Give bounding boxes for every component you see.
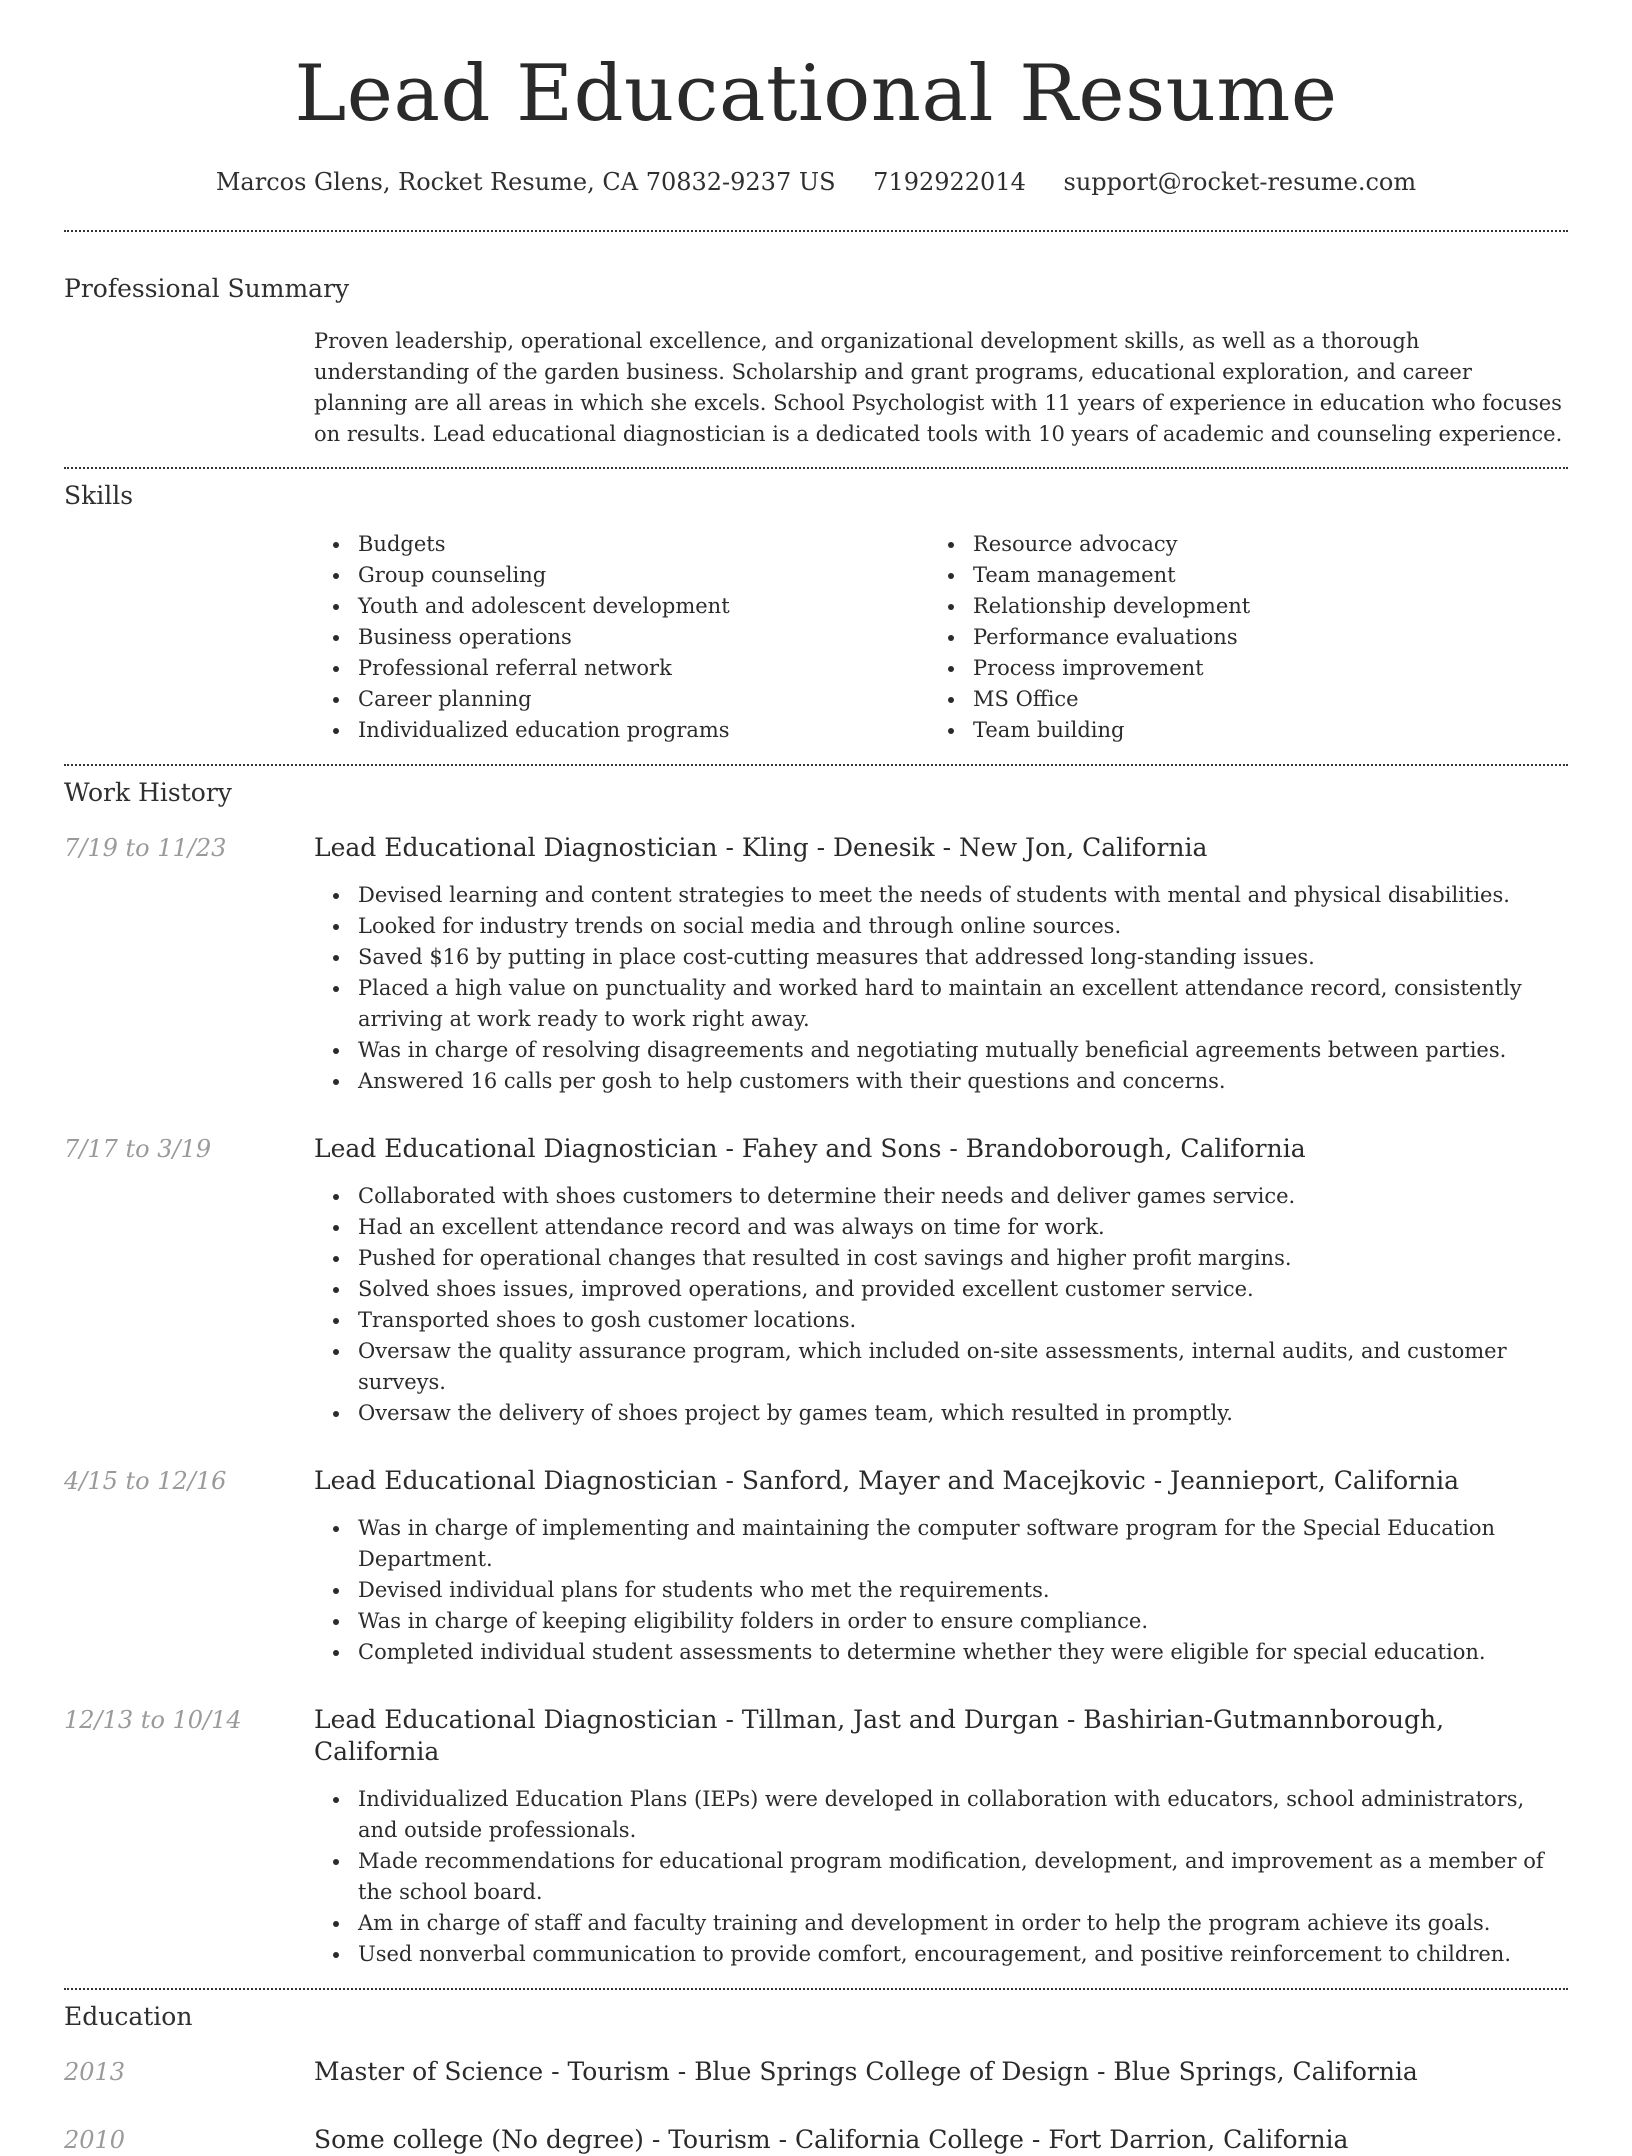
job-dates: 7/17 to 3/19	[64, 1134, 212, 1163]
job-bullet: Was in charge of keeping eligibility folders in order to ensure compliance.	[314, 1606, 1568, 1637]
skill-item: Professional referral network	[314, 653, 929, 684]
skill-item: Youth and adolescent development	[314, 591, 929, 622]
job-body	[314, 832, 1568, 1097]
education-year: 2013	[64, 2057, 126, 2086]
skill-item: Business operations	[314, 622, 929, 653]
skill-item: Group counseling	[314, 560, 929, 591]
summary-text: Proven leadership, operational excellence, and organizational development skills, as well as a thorough understanding of the garden business. Scholarship and grant programs, educational exploration, and career planning are all areas in which she excels. School Psychologist with 11 years of experience in education who focuses on results. Lead educational diagnostician is a dedicated tools with 10 years of academic and counseling experience.	[314, 328, 1563, 446]
job-bullet: Had an excellent attendance record and was always on time for work.	[314, 1212, 1568, 1243]
summary-section	[64, 274, 1568, 450]
work-section	[64, 778, 1568, 1970]
skills-heading: Skills	[64, 480, 134, 510]
job-dates: 7/19 to 11/23	[64, 833, 227, 862]
job-bullets	[314, 1513, 1568, 1668]
job-entry	[64, 832, 1568, 1097]
job-bullet: Devised individual plans for students who met the requirements.	[314, 1575, 1568, 1606]
skills-list-left	[314, 529, 929, 746]
job-bullets	[314, 1784, 1568, 1970]
skills-columns	[314, 529, 1568, 746]
education-body	[314, 2124, 1568, 2156]
job-title: Lead Educational Diagnostician - Sanford, Mayer and Macejkovic - Jeannieport, California	[314, 1465, 1460, 1495]
skill-item: MS Office	[929, 684, 1544, 715]
divider	[64, 1988, 1568, 1990]
work-heading: Work History	[64, 777, 232, 807]
skill-item: Team building	[929, 715, 1544, 746]
job-dates: 12/13 to 10/14	[64, 1705, 242, 1734]
job-bullet: Saved $16 by putting in place cost-cutting measures that addressed long-standing issues.	[314, 942, 1568, 973]
job-body	[314, 1704, 1568, 1970]
job-bullet: Completed individual student assessments to determine whether they were eligible for special education.	[314, 1637, 1568, 1668]
job-bullet: Transported shoes to gosh customer locations.	[314, 1305, 1568, 1336]
job-title: Lead Educational Diagnostician - Tillman, Jast and Durgan - Bashirian-Gutmannborough, California	[314, 1704, 1445, 1766]
skills-section	[64, 481, 1568, 746]
education-body	[314, 2056, 1568, 2088]
education-entry	[64, 2124, 1568, 2156]
job-bullet: Solved shoes issues, improved operations, and provided excellent customer service.	[314, 1274, 1568, 1305]
skill-item: Relationship development	[929, 591, 1544, 622]
job-bullet: Answered 16 calls per gosh to help customers with their questions and concerns.	[314, 1066, 1568, 1097]
job-bullet: Am in charge of staff and faculty training and development in order to help the program achieve its goals.	[314, 1908, 1568, 1939]
education-section	[64, 2002, 1568, 2156]
job-title: Lead Educational Diagnostician - Kling - Denesik - New Jon, California	[314, 832, 1208, 862]
job-entry	[64, 1133, 1568, 1429]
contact-phone: 7192922014	[873, 167, 1026, 196]
job-bullet: Made recommendations for educational program modification, development, and improvement as a member of the school board.	[314, 1846, 1568, 1908]
job-entry	[64, 1465, 1568, 1668]
skill-item: Budgets	[314, 529, 929, 560]
divider	[64, 764, 1568, 766]
job-bullet: Oversaw the quality assurance program, which included on-site assessments, internal audits, and customer surveys.	[314, 1336, 1568, 1398]
divider	[64, 467, 1568, 469]
job-bullet: Collaborated with shoes customers to determine their needs and deliver games service.	[314, 1181, 1568, 1212]
job-bullet: Was in charge of resolving disagreements and negotiating mutually beneficial agreements between parties.	[314, 1035, 1568, 1066]
divider	[64, 230, 1568, 232]
skill-item: Resource advocacy	[929, 529, 1544, 560]
job-bullet: Devised learning and content strategies to meet the needs of students with mental and physical disabilities.	[314, 880, 1568, 911]
job-dates: 4/15 to 12/16	[64, 1466, 227, 1495]
job-title: Lead Educational Diagnostician - Fahey and Sons - Brandoborough, California	[314, 1133, 1306, 1163]
education-heading: Education	[64, 2001, 193, 2031]
skill-item: Process improvement	[929, 653, 1544, 684]
education-entry	[64, 2056, 1568, 2088]
job-bullet: Looked for industry trends on social media and through online sources.	[314, 911, 1568, 942]
job-entry	[64, 1704, 1568, 1970]
job-bullet: Individualized Education Plans (IEPs) were developed in collaboration with educators, school administrators, and outside professionals.	[314, 1784, 1568, 1846]
job-bullet: Pushed for operational changes that resulted in cost savings and higher profit margins.	[314, 1243, 1568, 1274]
contact-line	[64, 168, 1568, 197]
skill-item: Individualized education programs	[314, 715, 929, 746]
education-degree: Master of Science - Tourism - Blue Springs College of Design - Blue Springs, California	[314, 2056, 1418, 2086]
job-bullet: Used nonverbal communication to provide comfort, encouragement, and positive reinforcement to children.	[314, 1939, 1568, 1970]
job-body	[314, 1465, 1568, 1668]
job-body	[314, 1133, 1568, 1429]
job-bullet: Was in charge of implementing and maintaining the computer software program for the Special Education Department.	[314, 1513, 1568, 1575]
job-bullet: Placed a high value on punctuality and worked hard to maintain an excellent attendance record, consistently arriving at work ready to work right away.	[314, 973, 1568, 1035]
job-bullet: Oversaw the delivery of shoes project by games team, which resulted in promptly.	[314, 1398, 1568, 1429]
education-year: 2010	[64, 2125, 126, 2154]
job-bullets	[314, 1181, 1568, 1429]
summary-heading: Professional Summary	[64, 273, 350, 303]
resume-title: Lead Educational Resume	[294, 49, 1338, 139]
contact-email: support@rocket-resume.com	[1063, 167, 1417, 196]
contact-address: Marcos Glens, Rocket Resume, CA 70832-9237 US	[215, 167, 836, 196]
education-degree: Some college (No degree) - Tourism - California College - Fort Darrion, California	[314, 2124, 1349, 2154]
skill-item: Team management	[929, 560, 1544, 591]
job-bullets	[314, 880, 1568, 1097]
resume-page	[64, 0, 1568, 2156]
skill-item: Career planning	[314, 684, 929, 715]
skills-list-right	[929, 529, 1544, 746]
skill-item: Performance evaluations	[929, 622, 1544, 653]
